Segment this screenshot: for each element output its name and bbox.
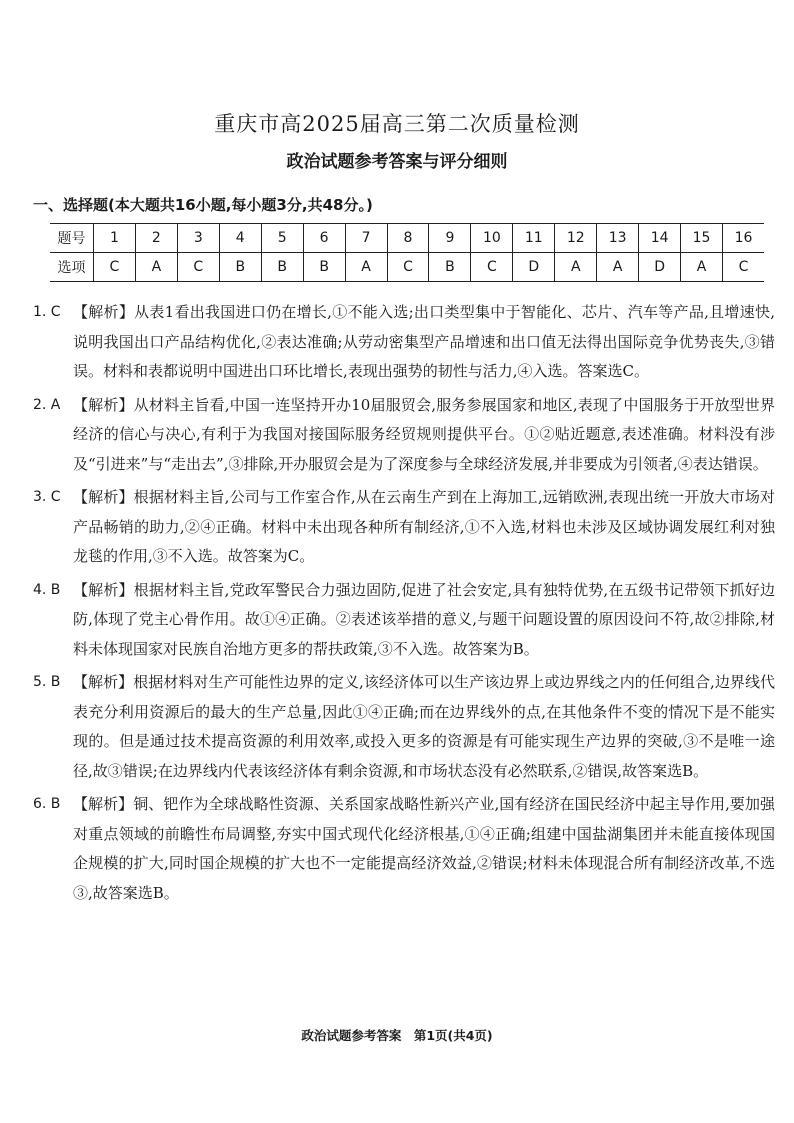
question-number: 16 xyxy=(723,224,764,253)
question-number: 3 xyxy=(177,224,219,253)
answer-cell: C xyxy=(93,253,135,282)
item-number: 5. B xyxy=(33,674,61,690)
item-text: 【解析】根据材料对生产可能性边界的定义,该经济体可以生产该边界上或边界线之内的任何组合,边界线代表充分利用资源后的最大的生产总量,因此①④正确;而在边界线外的点,在其他条件不变的情况下是不能实现的。但是通过技术提高资源的利用效率,或投入更多的资源是有可能实现生产边界的突破,③不是唯一途径,故③错误;在边界线内代表该经济体有剩余资源,和市场状态没有必然联系,②错误,故答案选B。 xyxy=(73,673,775,780)
question-number: 15 xyxy=(681,224,723,253)
question-number: 14 xyxy=(639,224,681,253)
page-footer: 政治试题参考答案 第1页(共4页) xyxy=(301,1028,493,1043)
item-number: 3. C xyxy=(33,489,61,505)
explanation-item xyxy=(33,298,775,387)
page-subtitle: 政治试题参考答案与评分细则 xyxy=(286,152,508,172)
question-number: 13 xyxy=(597,224,639,253)
answer-cell: C xyxy=(471,253,513,282)
answer-row xyxy=(50,253,764,282)
answer-cell: A xyxy=(345,253,387,282)
explanation-item xyxy=(33,668,775,786)
item-text: 【解析】从表1看出我国进口仍在增长,①不能入选;出口类型集中于智能化、芯片、汽车等产品,且增速快,说明我国出口产品结构优化,②表达准确;从劳动密集型产品增速和出口值无法得出国际竞争优势丧失,③错误。材料和表都说明中国进出口环比增长,表现出强势的韧性与活力,④入选。答案选C。 xyxy=(73,303,775,380)
page-title: 重庆市高2025届高三第二次质量检测 xyxy=(214,112,580,136)
question-number: 10 xyxy=(471,224,513,253)
question-number: 5 xyxy=(261,224,303,253)
row-label-answer: 选项 xyxy=(50,253,93,282)
question-number: 1 xyxy=(93,224,135,253)
explanation-item xyxy=(33,483,775,572)
answer-cell: B xyxy=(429,253,471,282)
answer-cell: A xyxy=(555,253,597,282)
question-number: 4 xyxy=(219,224,261,253)
question-number: 11 xyxy=(513,224,555,253)
item-text: 【解析】从材料主旨看,中国一连坚持开办10届服贸会,服务参展国家和地区,表现了中国服务于开放型世界经济的信心与决心,有利于为我国对接国际服务经贸规则提供平台。①②贴近题意,表述准确。材料没有涉及“引进来”与“走出去”,③排除,开办服贸会是为了深度参与全球经济发展,并非要成为引领者,④表达错误。 xyxy=(73,395,775,473)
answer-cell: A xyxy=(135,253,177,282)
explanation-item xyxy=(33,576,775,665)
answer-cell: D xyxy=(513,253,555,282)
question-number: 6 xyxy=(303,224,345,253)
answer-cell: A xyxy=(597,253,639,282)
item-text: 【解析】根据材料主旨,党政军警民合力强边固防,促进了社会安定,具有独特优势,在五级书记带领下抓好边防,体现了党主心骨作用。故①④正确。②表述该举措的意义,与题干问题设置的原因设问不符,故②排除,材料未体现国家对民族自治地方更多的帮扶政策,③不入选。故答案为B。 xyxy=(73,580,775,658)
answer-cell: C xyxy=(177,253,219,282)
question-number-row xyxy=(50,224,764,253)
item-number: 1. C xyxy=(33,304,61,320)
section-heading: 一、选择题(本大题共16小题,每小题3分,共48分。) xyxy=(33,196,373,214)
answer-cell: C xyxy=(723,253,764,282)
question-number: 7 xyxy=(345,224,387,253)
answer-cell: B xyxy=(219,253,261,282)
row-label-number: 题号 xyxy=(50,224,93,253)
answer-cell: C xyxy=(387,253,429,282)
item-number: 6. B xyxy=(33,796,61,812)
item-text: 【解析】根据材料主旨,公司与工作室合作,从在云南生产到在上海加工,远销欧洲,表现出统一开放大市场对产品畅销的助力,②④正确。材料中未出现各种所有制经济,①不入选,材料也未涉及区域协调发展红利对独龙毯的作用,③不入选。故答案为C。 xyxy=(73,488,775,565)
answer-cell: B xyxy=(303,253,345,282)
question-number: 2 xyxy=(135,224,177,253)
explanation-list xyxy=(33,298,775,912)
explanation-item xyxy=(33,391,775,480)
answer-table xyxy=(50,223,764,282)
item-number: 4. B xyxy=(33,581,61,598)
question-number: 12 xyxy=(555,224,597,253)
question-number: 9 xyxy=(429,224,471,253)
item-text: 【解析】铜、钯作为全球战略性资源、关系国家战略性新兴产业,国有经济在国民经济中起主导作用,要加强对重点领域的前瞻性布局调整,夯实中国式现代化经济根基,①④正确;组建中国盐湖集团并未能直接体现国企规模的扩大,同时国企规模的扩大也不一定能提高经济效益,②错误;材料未体现混合所有制经济改革,不选③,故答案选B。 xyxy=(73,795,775,902)
item-number: 2. A xyxy=(33,396,61,413)
explanation-item xyxy=(33,790,775,908)
question-number: 8 xyxy=(387,224,429,253)
answer-cell: A xyxy=(681,253,723,282)
answer-cell: B xyxy=(261,253,303,282)
answer-cell: D xyxy=(639,253,681,282)
